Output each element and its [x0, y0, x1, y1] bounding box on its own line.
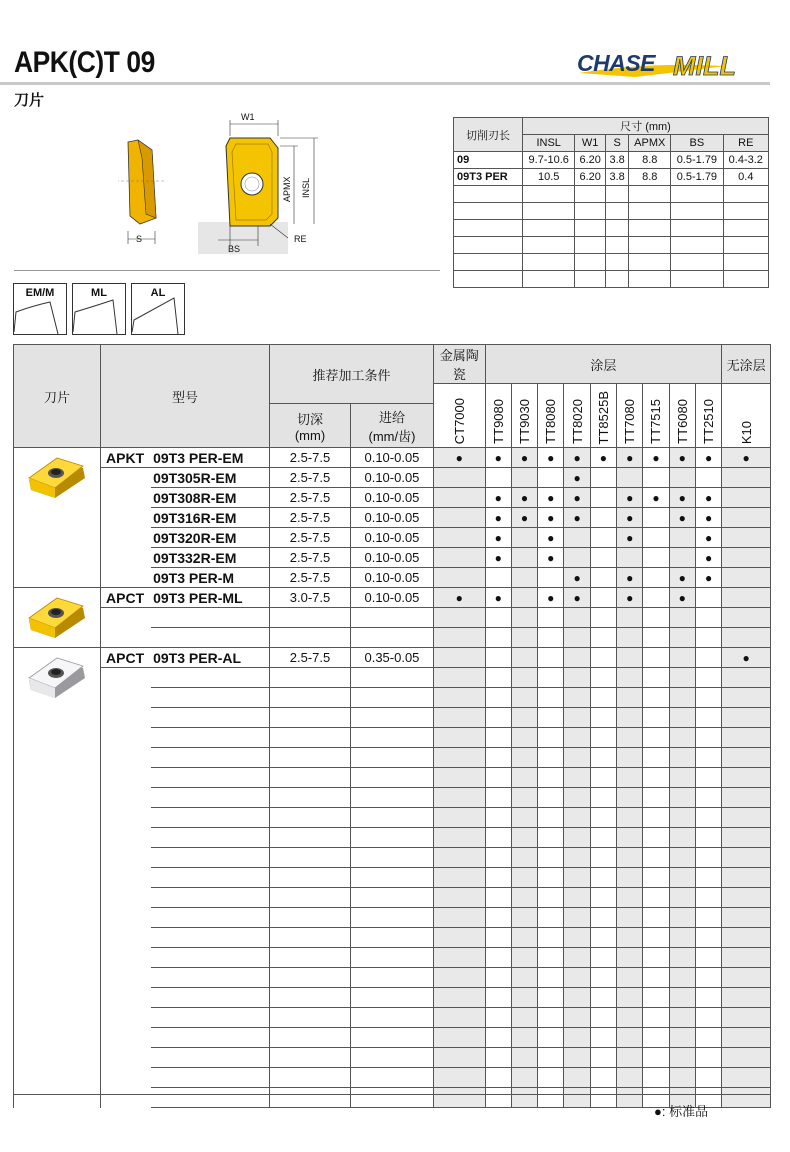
table-row-empty	[14, 1008, 771, 1028]
grade-availability	[564, 528, 590, 548]
grade-availability	[695, 468, 721, 488]
feed-value: 0.10-0.05	[350, 588, 433, 608]
insert-image-cell	[14, 588, 101, 648]
grade-tt2510: TT2510	[695, 384, 721, 448]
grade-availability	[485, 648, 511, 668]
grade-availability: ●	[511, 488, 537, 508]
grade-availability	[511, 568, 537, 588]
grade-availability: ●	[564, 508, 590, 528]
grade-availability: ●	[511, 508, 537, 528]
grade-availability: ●	[433, 448, 485, 468]
grade-availability	[590, 508, 616, 528]
grade-availability	[643, 588, 669, 608]
spec-row-name: 09T3 PER	[454, 169, 523, 186]
col-depth: 切深 (mm)	[270, 404, 351, 448]
grade-availability	[564, 648, 590, 668]
w1-label: W1	[241, 112, 255, 122]
depth-value: 2.5-7.5	[270, 648, 351, 668]
spec-row-empty	[454, 254, 769, 271]
grade-availability	[669, 548, 695, 568]
table-row	[14, 508, 771, 528]
spec-cell: 6.20	[575, 169, 606, 186]
table-row	[14, 528, 771, 548]
spec-row-empty	[454, 271, 769, 288]
grade-availability	[433, 568, 485, 588]
grade-availability	[590, 568, 616, 588]
table-row-empty	[14, 628, 771, 648]
insert-dimension-diagram	[118, 106, 340, 258]
spec-row	[454, 169, 769, 186]
col-model: 型号	[101, 345, 270, 448]
depth-value: 2.5-7.5	[270, 488, 351, 508]
table-row-empty	[14, 968, 771, 988]
grade-availability: ●	[538, 448, 564, 468]
grade-availability	[590, 648, 616, 668]
grade-availability: ●	[590, 448, 616, 468]
model-code: 09T305R-EM	[151, 468, 269, 488]
grade-availability	[695, 588, 721, 608]
depth-value: 2.5-7.5	[270, 448, 351, 468]
feed-value: 0.10-0.05	[350, 448, 433, 468]
grade-availability: ●	[538, 508, 564, 528]
grade-availability: ●	[485, 588, 511, 608]
chasemill-logo	[575, 46, 771, 80]
grade-availability	[538, 568, 564, 588]
grade-availability	[433, 648, 485, 668]
grade-availability	[538, 648, 564, 668]
grade-availability	[722, 548, 771, 568]
grade-availability	[722, 508, 771, 528]
gold-insert-image	[25, 454, 89, 504]
feed-value: 0.10-0.05	[350, 528, 433, 548]
chipbreaker-ml: ML	[72, 283, 126, 335]
spec-dim-header: 尺寸 (mm)	[523, 118, 769, 135]
svg-text:MILL: MILL	[673, 51, 736, 80]
grade-tt8080: TT8080	[538, 384, 564, 448]
spec-row	[454, 152, 769, 169]
grade-availability: ●	[485, 548, 511, 568]
grade-availability	[511, 528, 537, 548]
grade-availability: ●	[617, 568, 643, 588]
spec-cell: 0.4	[723, 169, 768, 186]
spec-cell: 10.5	[523, 169, 575, 186]
grade-availability	[722, 588, 771, 608]
grade-tt8525b: TT8525B	[590, 384, 616, 448]
insert-grade-table	[13, 344, 771, 1108]
spec-cell: 0.5-1.79	[671, 152, 723, 169]
spec-row-empty	[454, 237, 769, 254]
spec-cell: 0.4-3.2	[723, 152, 768, 169]
grade-availability	[722, 568, 771, 588]
spec-col-w1: W1	[575, 135, 606, 152]
table-row-empty	[14, 1068, 771, 1088]
grade-availability	[433, 488, 485, 508]
section-divider	[14, 270, 440, 271]
bs-label: BS	[228, 244, 241, 254]
model-code: 09T308R-EM	[151, 488, 269, 508]
grade-availability: ●	[669, 448, 695, 468]
group-cermet: 金属陶瓷	[433, 345, 485, 384]
insert-image-cell	[14, 448, 101, 588]
col-conditions: 推荐加工条件	[270, 345, 434, 404]
spec-row-empty	[454, 220, 769, 237]
grade-availability	[695, 648, 721, 668]
grade-availability	[669, 468, 695, 488]
grade-availability	[722, 468, 771, 488]
spec-cell: 3.8	[605, 169, 628, 186]
grade-tt6080: TT6080	[669, 384, 695, 448]
grade-availability	[433, 468, 485, 488]
grade-availability	[643, 548, 669, 568]
table-row	[14, 568, 771, 588]
page-title: APK(C)T 09	[14, 46, 155, 79]
group-coated: 涂层	[485, 345, 722, 384]
table-row-empty	[14, 768, 771, 788]
table-row-empty	[14, 828, 771, 848]
grade-availability: ●	[669, 508, 695, 528]
depth-value: 3.0-7.5	[270, 588, 351, 608]
grade-availability: ●	[617, 448, 643, 468]
grade-availability	[485, 468, 511, 488]
spec-col-re: RE	[723, 135, 768, 152]
feed-value: 0.10-0.05	[350, 548, 433, 568]
grade-availability: ●	[538, 588, 564, 608]
spec-cell: 3.8	[605, 152, 628, 169]
table-row	[14, 648, 771, 668]
grade-availability	[511, 648, 537, 668]
grade-availability	[511, 468, 537, 488]
grade-availability	[590, 468, 616, 488]
grade-availability	[722, 488, 771, 508]
grade-availability	[617, 468, 643, 488]
table-row-empty	[14, 928, 771, 948]
grade-availability: ●	[669, 588, 695, 608]
model-code: 09T3 PER-ML	[151, 588, 269, 608]
gold-insert-image	[25, 594, 89, 644]
grade-availability	[433, 508, 485, 528]
depth-value: 2.5-7.5	[270, 568, 351, 588]
grade-availability	[590, 488, 616, 508]
grade-availability	[590, 528, 616, 548]
spec-row-empty	[454, 186, 769, 203]
spec-cell: 8.8	[629, 169, 671, 186]
table-row-empty	[14, 728, 771, 748]
grade-availability: ●	[617, 528, 643, 548]
grade-availability: ●	[538, 488, 564, 508]
table-row-empty	[14, 988, 771, 1008]
grade-availability: ●	[695, 488, 721, 508]
series-label	[101, 548, 152, 568]
spec-col-apmx: APMX	[629, 135, 671, 152]
series-label: APKT	[101, 448, 152, 468]
grade-availability: ●	[722, 448, 771, 468]
feed-value: 0.10-0.05	[350, 508, 433, 528]
re-label: RE	[294, 234, 307, 244]
grade-tt8020: TT8020	[564, 384, 590, 448]
legend-standard-product: ●: 标准品	[654, 1104, 709, 1119]
depth-value: 2.5-7.5	[270, 468, 351, 488]
grade-tt7080: TT7080	[617, 384, 643, 448]
grade-availability: ●	[722, 648, 771, 668]
grade-availability	[433, 528, 485, 548]
page-subtitle: 刀片	[14, 92, 45, 109]
table-row-empty	[14, 948, 771, 968]
grade-k10: K10	[722, 384, 771, 448]
grade-availability	[485, 568, 511, 588]
table-row	[14, 468, 771, 488]
table-row	[14, 588, 771, 608]
grade-availability	[617, 548, 643, 568]
spec-row-name: 09	[454, 152, 523, 169]
depth-value: 2.5-7.5	[270, 548, 351, 568]
grade-availability: ●	[564, 448, 590, 468]
grade-availability: ●	[695, 528, 721, 548]
grade-availability: ●	[643, 448, 669, 468]
grade-availability: ●	[695, 508, 721, 528]
grade-availability	[643, 568, 669, 588]
grade-availability: ●	[433, 588, 485, 608]
spec-col-insl: INSL	[523, 135, 575, 152]
col-feed: 进给 (mm/齿)	[350, 404, 433, 448]
grade-availability: ●	[485, 508, 511, 528]
grade-availability: ●	[485, 488, 511, 508]
grade-availability: ●	[564, 468, 590, 488]
dimension-table	[453, 117, 769, 288]
chipbreaker-al: AL	[131, 283, 185, 335]
model-code: 09T316R-EM	[151, 508, 269, 528]
table-row-empty	[14, 908, 771, 928]
grade-availability	[643, 468, 669, 488]
table-row-empty	[14, 848, 771, 868]
grade-availability: ●	[617, 488, 643, 508]
chipbreaker-em-m: EM/M	[13, 283, 67, 335]
group-uncoated: 无涂层	[722, 345, 771, 384]
grade-availability: ●	[695, 548, 721, 568]
table-row-empty	[14, 1028, 771, 1048]
chipbreaker-profile-icon	[132, 284, 184, 334]
grade-availability	[643, 528, 669, 548]
spec-col-bs: BS	[671, 135, 723, 152]
grade-availability: ●	[695, 448, 721, 468]
grade-availability	[669, 528, 695, 548]
series-label: APCT	[101, 588, 152, 608]
apmx-label: APMX	[282, 176, 292, 202]
grade-availability: ●	[643, 488, 669, 508]
table-row-empty	[14, 608, 771, 628]
grade-availability	[590, 588, 616, 608]
grade-availability	[617, 648, 643, 668]
grade-tt9080: TT9080	[485, 384, 511, 448]
spec-col-insert: 切削刃长	[454, 118, 523, 152]
grade-availability: ●	[485, 448, 511, 468]
feed-value: 0.10-0.05	[350, 488, 433, 508]
table-row-empty	[14, 808, 771, 828]
grade-availability: ●	[564, 568, 590, 588]
model-code: 09T3 PER-M	[151, 568, 269, 588]
table-row-empty	[14, 868, 771, 888]
feed-value: 0.10-0.05	[350, 468, 433, 488]
table-row-empty	[14, 788, 771, 808]
table-row-empty	[14, 748, 771, 768]
depth-value: 2.5-7.5	[270, 528, 351, 548]
series-label	[101, 488, 152, 508]
model-code: 09T332R-EM	[151, 548, 269, 568]
grade-availability: ●	[669, 568, 695, 588]
table-row	[14, 488, 771, 508]
feed-value: 0.35-0.05	[350, 648, 433, 668]
title-divider	[0, 82, 770, 85]
s-label: S	[136, 234, 143, 244]
grade-availability: ●	[485, 528, 511, 548]
depth-value: 2.5-7.5	[270, 508, 351, 528]
grade-availability	[564, 548, 590, 568]
model-code: 09T320R-EM	[151, 528, 269, 548]
grade-availability	[538, 468, 564, 488]
insl-label: INSL	[301, 177, 311, 198]
grade-availability	[433, 548, 485, 568]
grade-availability: ●	[511, 448, 537, 468]
spec-cell: 9.7-10.6	[523, 152, 575, 169]
spec-col-s: S	[605, 135, 628, 152]
grade-availability	[722, 528, 771, 548]
series-label	[101, 508, 152, 528]
chipbreaker-profile-icon	[14, 284, 66, 334]
col-insert: 刀片	[14, 345, 101, 448]
spec-row-empty	[454, 203, 769, 220]
series-label	[101, 468, 152, 488]
table-bottom-rule	[13, 1094, 771, 1095]
svg-text:CHASE: CHASE	[577, 50, 656, 76]
grade-availability	[643, 648, 669, 668]
insert-image-cell	[14, 648, 101, 1108]
grade-availability: ●	[564, 488, 590, 508]
grade-availability: ●	[617, 588, 643, 608]
grade-availability: ●	[538, 528, 564, 548]
silver-insert-image	[25, 654, 89, 704]
spec-cell: 0.5-1.79	[671, 169, 723, 186]
grade-availability: ●	[538, 548, 564, 568]
series-label	[101, 528, 152, 548]
grade-ct7000: CT7000	[433, 384, 485, 448]
table-row-empty	[14, 668, 771, 688]
spec-cell: 8.8	[629, 152, 671, 169]
table-row-empty	[14, 888, 771, 908]
grade-availability	[511, 548, 537, 568]
grade-availability: ●	[695, 568, 721, 588]
grade-availability	[643, 508, 669, 528]
grade-availability	[669, 648, 695, 668]
series-label: APCT	[101, 648, 152, 668]
table-row-empty	[14, 1048, 771, 1068]
model-code: 09T3 PER-AL	[151, 648, 269, 668]
feed-value: 0.10-0.05	[350, 568, 433, 588]
grade-availability: ●	[617, 508, 643, 528]
model-code: 09T3 PER-EM	[151, 448, 269, 468]
table-row	[14, 448, 771, 468]
spec-cell: 6.20	[575, 152, 606, 169]
table-row-empty	[14, 688, 771, 708]
grade-tt7515: TT7515	[643, 384, 669, 448]
grade-availability: ●	[564, 588, 590, 608]
chipbreaker-profile-icon	[73, 284, 125, 334]
grade-availability	[511, 588, 537, 608]
series-label	[101, 568, 152, 588]
grade-availability	[590, 548, 616, 568]
grade-tt9030: TT9030	[511, 384, 537, 448]
table-row-empty	[14, 708, 771, 728]
grade-availability: ●	[669, 488, 695, 508]
table-row	[14, 548, 771, 568]
